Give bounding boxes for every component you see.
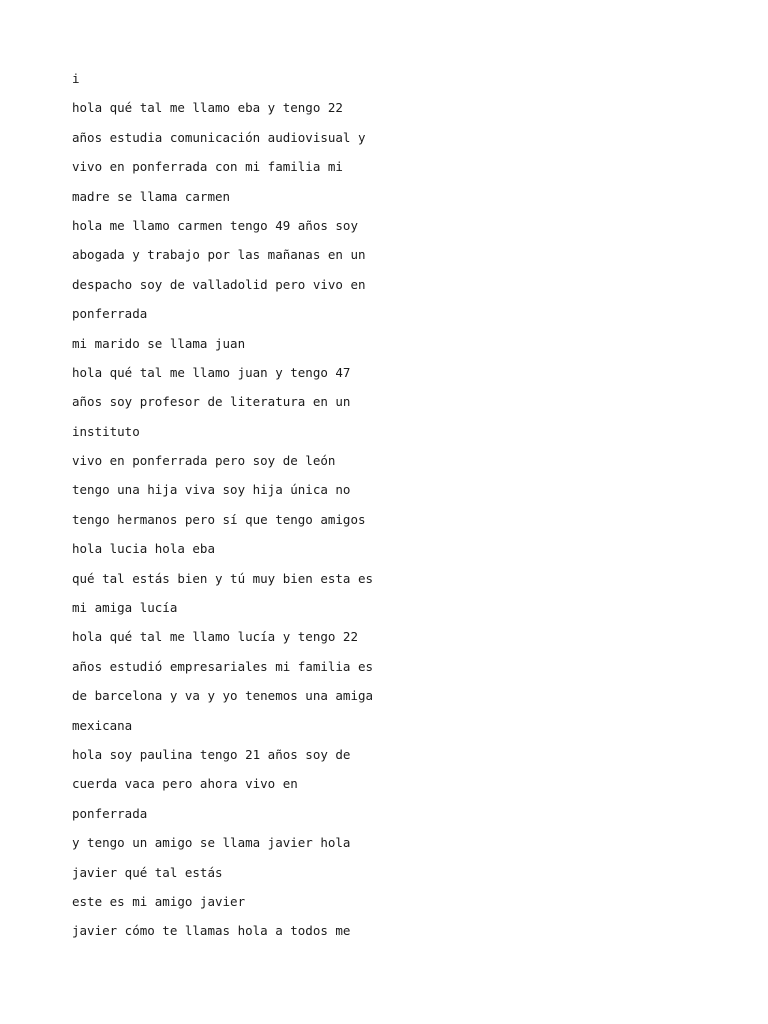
text-line: este es mi amigo javier — [72, 893, 246, 909]
text-line: hola soy paulina tengo 21 años soy de — [72, 746, 351, 762]
transcript-text — [72, 69, 373, 951]
text-line: vivo en ponferrada pero soy de león — [72, 453, 336, 469]
text-line: hola lucia hola eba — [72, 541, 215, 557]
text-line: instituto — [72, 423, 140, 439]
text-line: javier cómo te llamas hola a todos me — [72, 923, 351, 939]
text-line: cuerda vaca pero ahora vivo en — [72, 776, 298, 792]
text-line: hola qué tal me llamo lucía y tengo 22 — [72, 629, 358, 645]
text-line: hola qué tal me llamo juan y tengo 47 — [72, 364, 351, 380]
text-line: de barcelona y va y yo tenemos una amiga — [72, 688, 374, 704]
text-line: hola me llamo carmen tengo 49 años soy — [72, 217, 358, 233]
text-line: y tengo un amigo se llama javier hola — [72, 835, 351, 851]
text-line: años soy profesor de literatura en un — [72, 394, 351, 410]
text-line: hola qué tal me llamo eba y tengo 22 — [72, 100, 343, 116]
text-line: abogada y trabajo por las mañanas en un — [72, 247, 366, 263]
text-line: mi marido se llama juan — [72, 335, 246, 351]
text-line: ponferrada — [72, 805, 148, 821]
text-line: tengo hermanos pero sí que tengo amigos — [72, 511, 366, 527]
text-line: madre se llama carmen — [72, 188, 231, 204]
text-line: javier qué tal estás — [72, 864, 223, 880]
text-line: qué tal estás bien y tú muy bien esta es — [72, 570, 374, 586]
text-line: vivo en ponferrada con mi familia mi — [72, 159, 343, 175]
text-line: mexicana — [72, 717, 133, 733]
text-line: años estudia comunicación audiovisual y — [72, 129, 366, 145]
text-line: mi amiga lucía — [72, 600, 178, 616]
text-line: i — [72, 71, 80, 86]
text-line: ponferrada — [72, 306, 148, 322]
text-line: años estudió empresariales mi familia es — [72, 658, 374, 674]
text-line: tengo una hija viva soy hija única no — [72, 482, 351, 498]
text-line: despacho soy de valladolid pero vivo en — [72, 276, 366, 292]
